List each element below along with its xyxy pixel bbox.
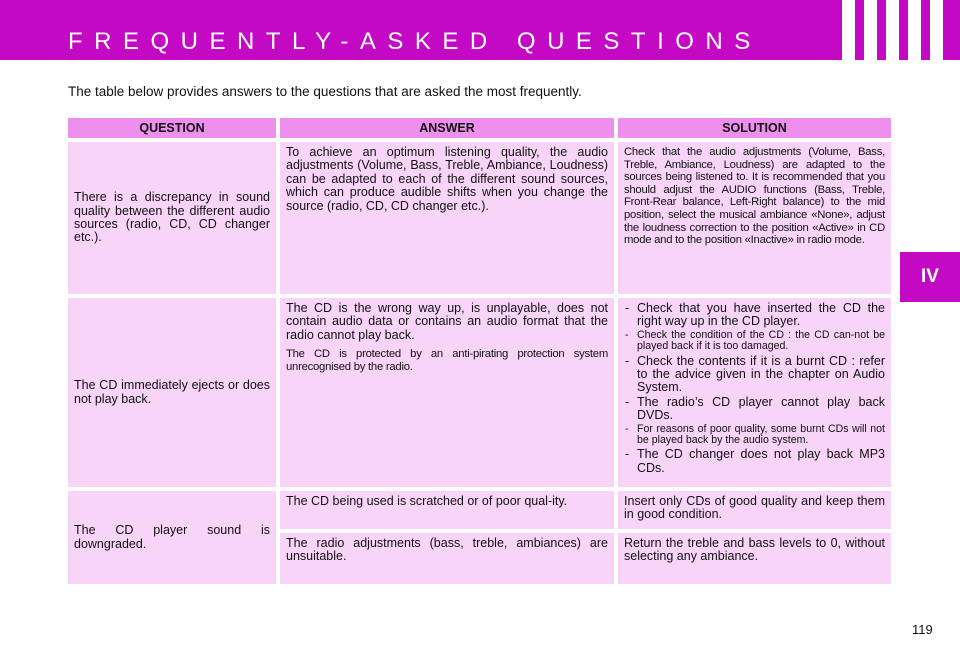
question-text: There is a discrepancy in sound quality between the different audio sources (radio, CD, CD changer etc.). [74, 190, 270, 245]
table-row-answer [280, 298, 614, 487]
answer-text: The radio adjustments (bass, treble, ambiances) are unsuitable. [286, 536, 608, 564]
chapter-tab[interactable]: IV [900, 252, 960, 302]
solution-text: Return the treble and bass levels to 0, without selecting any ambiance. [624, 536, 885, 564]
table-row-solution [618, 533, 891, 584]
solution-item: - Check the contents if it is a burnt CD : refer to the advice given in the chapter on Audio System. [624, 355, 885, 395]
answer-text: To achieve an optimum listening quality, the audio adjustments (Volume, Bass, Treble, Ambiance, Loudness) can be adapted to each of the different sound sources, which can produce audible shifts when you change the source (radio, CD, CD changer etc.). [286, 145, 608, 213]
page-number: 119 [912, 622, 933, 637]
table-row-answer [280, 142, 614, 294]
question-text: The CD immediately ejects or does not play back. [74, 378, 270, 406]
answer-paragraph: The CD is protected by an anti-pirating protection system unrecognised by the radio. [286, 348, 608, 373]
table-row-question [68, 142, 276, 294]
table-row-solution [618, 491, 891, 529]
page-title: FREQUENTLY-ASKED QUESTIONS [68, 28, 762, 55]
table-row-solution [618, 142, 891, 294]
header-stripe [908, 0, 921, 60]
column-header-solution: SOLUTION [618, 118, 891, 138]
column-header-answer: ANSWER [280, 118, 614, 138]
header-stripe [842, 0, 855, 60]
solution-text: Check that the audio adjustments (Volume, Bass, Treble, Ambiance, Loudness) are adapted to the sources being listened to. It is recommended that you should adjust the AUDIO functions (Bass, Treble, Front-Rear balance, Left-Right balance) to the mid position, select the musical ambiance «None», adjust the loudness correction to the position «Active» in CD mode and to the position «Inactive» in radio mode. [624, 146, 885, 247]
table-row-question [68, 491, 276, 584]
table-row-answer [280, 491, 614, 529]
solution-item: - For reasons of poor quality, some burnt CDs will not be played back by the audio system. [624, 424, 885, 447]
header-stripe [930, 0, 943, 60]
question-text: The CD player sound is downgraded. [74, 523, 270, 551]
answer-paragraph: The CD is the wrong way up, is unplayable, does not contain audio data or contains an audio format that the radio cannot play back. [286, 301, 608, 342]
header-stripe [886, 0, 899, 60]
table-row-answer [280, 533, 614, 584]
header-stripe [864, 0, 877, 60]
solution-text: Insert only CDs of good quality and keep them in good condition. [624, 494, 885, 522]
solution-item: - Check that you have inserted the CD the right way up in the CD player. [624, 302, 885, 329]
solution-item: - The CD changer does not play back MP3 CDs. [624, 448, 885, 475]
table-row-question [68, 298, 276, 487]
chapter-header [0, 0, 960, 60]
answer-text: The CD being used is scratched or of poor qual-ity. [286, 494, 568, 508]
intro-text: The table below provides answers to the questions that are asked the most frequently. [68, 84, 582, 99]
solution-item: - Check the condition of the CD : the CD can-not be played back if it is too damaged. [624, 330, 885, 353]
solution-item: - The radio’s CD player cannot play back DVDs. [624, 396, 885, 423]
table-row-solution [618, 298, 891, 487]
solution-list [624, 302, 885, 475]
column-header-question: QUESTION [68, 118, 276, 138]
